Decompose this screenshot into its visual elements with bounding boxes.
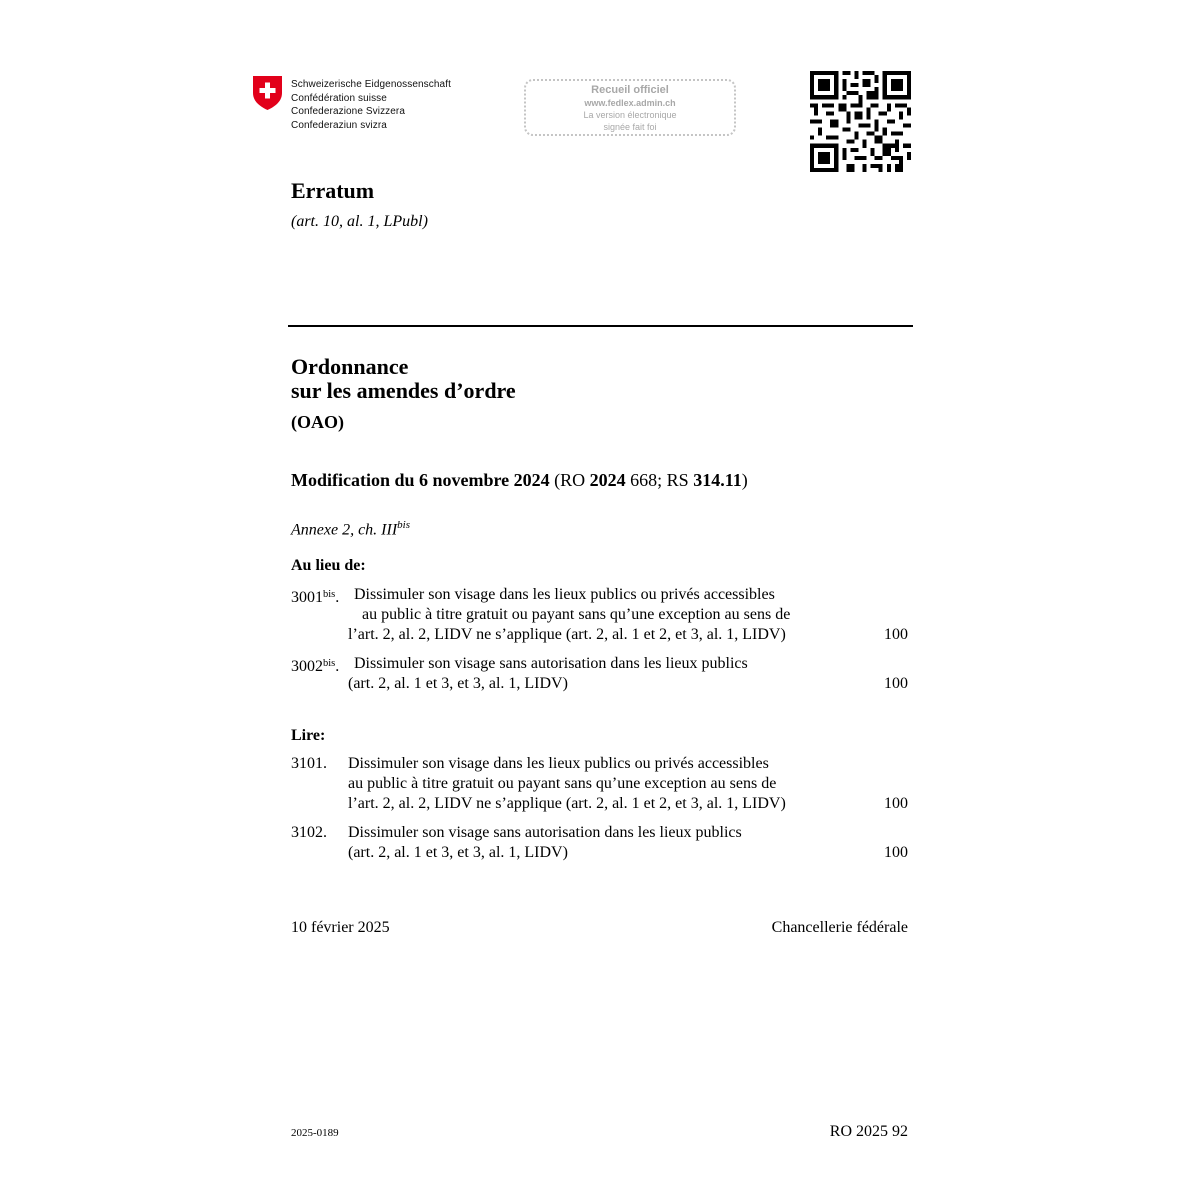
authority-name: Chancellerie fédérale	[771, 919, 908, 936]
stamp-line4: signée fait foi	[603, 122, 657, 132]
annexe-sup: bis	[397, 519, 411, 531]
ordinance-abbreviation: (OAO)	[291, 412, 344, 432]
entry-number-suffix: .	[335, 589, 340, 606]
confederation-name-rm: Confederaziun svizra	[291, 119, 387, 131]
publication-date: 10 février 2025	[291, 919, 390, 936]
annexe-reference	[291, 519, 410, 539]
entry-number-sup: bis	[323, 658, 336, 669]
confederation-names	[291, 78, 451, 132]
ordinance-title	[291, 355, 516, 403]
confederation-name-de: Schweizerische Eidgenossenschaft	[291, 79, 451, 90]
modification-ref-page: 668; RS	[625, 470, 694, 490]
entry-amount: 100	[884, 675, 908, 692]
entry-amount: 100	[884, 844, 908, 861]
entry-number-suffix: .	[335, 658, 340, 675]
list-item	[291, 585, 911, 645]
entry-line: au public à titre gratuit ou payant sans qu’une exception au sens de	[348, 775, 777, 792]
au-lieu-de-label: Au lieu de:	[291, 557, 366, 574]
ordinance-title-line1: Ordonnance	[291, 354, 409, 379]
entry-number-value: 3002	[291, 658, 323, 675]
entry-line: Dissimuler son visage sans autorisation dans les lieux publics	[354, 655, 748, 672]
modification-ref-open: (RO	[554, 470, 590, 490]
erratum-reference: (art. 10, al. 1, LPubl)	[291, 213, 428, 230]
stamp-title: Recueil officiel	[591, 84, 669, 96]
official-stamp	[524, 79, 736, 136]
divider-rule	[288, 325, 913, 327]
entry-line: l’art. 2, al. 2, LIDV ne s’applique (art. 2, al. 1 et 2, et 3, al. 1, LIDV)	[348, 626, 786, 643]
entry-line: l’art. 2, al. 2, LIDV ne s’applique (art. 2, al. 1 et 2, et 3, al. 1, LIDV)	[348, 795, 786, 812]
entry-line: Dissimuler son visage dans les lieux publics ou privés accessibles	[348, 755, 769, 772]
entry-number	[291, 585, 339, 608]
ordinance-title-line2: sur les amendes d’ordre	[291, 378, 516, 403]
entry-number-value: 3001	[291, 589, 323, 606]
entry-number: 3102.	[291, 824, 327, 841]
entry-number	[291, 654, 339, 677]
entry-number: 3101.	[291, 755, 327, 772]
modification-ref-year: 2024	[589, 470, 626, 490]
qr-code-icon	[810, 71, 911, 172]
annexe-text: Annexe 2, ch. III	[291, 521, 398, 539]
entry-line: (art. 2, al. 1 et 3, et 3, al. 1, LIDV)	[348, 675, 568, 692]
list-item	[291, 823, 911, 863]
modification-line	[291, 470, 748, 491]
erratum-title: Erratum	[291, 178, 375, 203]
stamp-url: www.fedlex.admin.ch	[584, 98, 676, 108]
entry-number-sup: bis	[323, 589, 336, 600]
list-item	[291, 754, 911, 814]
entry-amount: 100	[884, 795, 908, 812]
confederation-name-it: Confederazione Svizzera	[291, 106, 406, 117]
entry-line: Dissimuler son visage sans autorisation dans les lieux publics	[348, 824, 742, 841]
modification-label: Modification du 6 novembre 2024	[291, 470, 550, 490]
swiss-emblem-icon	[253, 76, 282, 110]
list-item	[291, 654, 911, 694]
modification-ref-rs: 314.11	[693, 470, 742, 490]
entry-line: au public à titre gratuit ou payant sans qu’une exception au sens de	[362, 606, 791, 623]
confederation-name-fr: Confédération suisse	[291, 92, 387, 104]
lire-label: Lire:	[291, 727, 326, 744]
entry-line: Dissimuler son visage dans les lieux publics ou privés accessibles	[354, 586, 775, 603]
ro-reference: RO 2025 92	[829, 1123, 908, 1140]
document-number: 2025-0189	[291, 1127, 339, 1139]
modification-ref-close: )	[741, 470, 748, 490]
entry-line: (art. 2, al. 1 et 3, et 3, al. 1, LIDV)	[348, 844, 568, 861]
entry-amount: 100	[884, 626, 908, 643]
stamp-line3: La version électronique	[583, 110, 677, 120]
